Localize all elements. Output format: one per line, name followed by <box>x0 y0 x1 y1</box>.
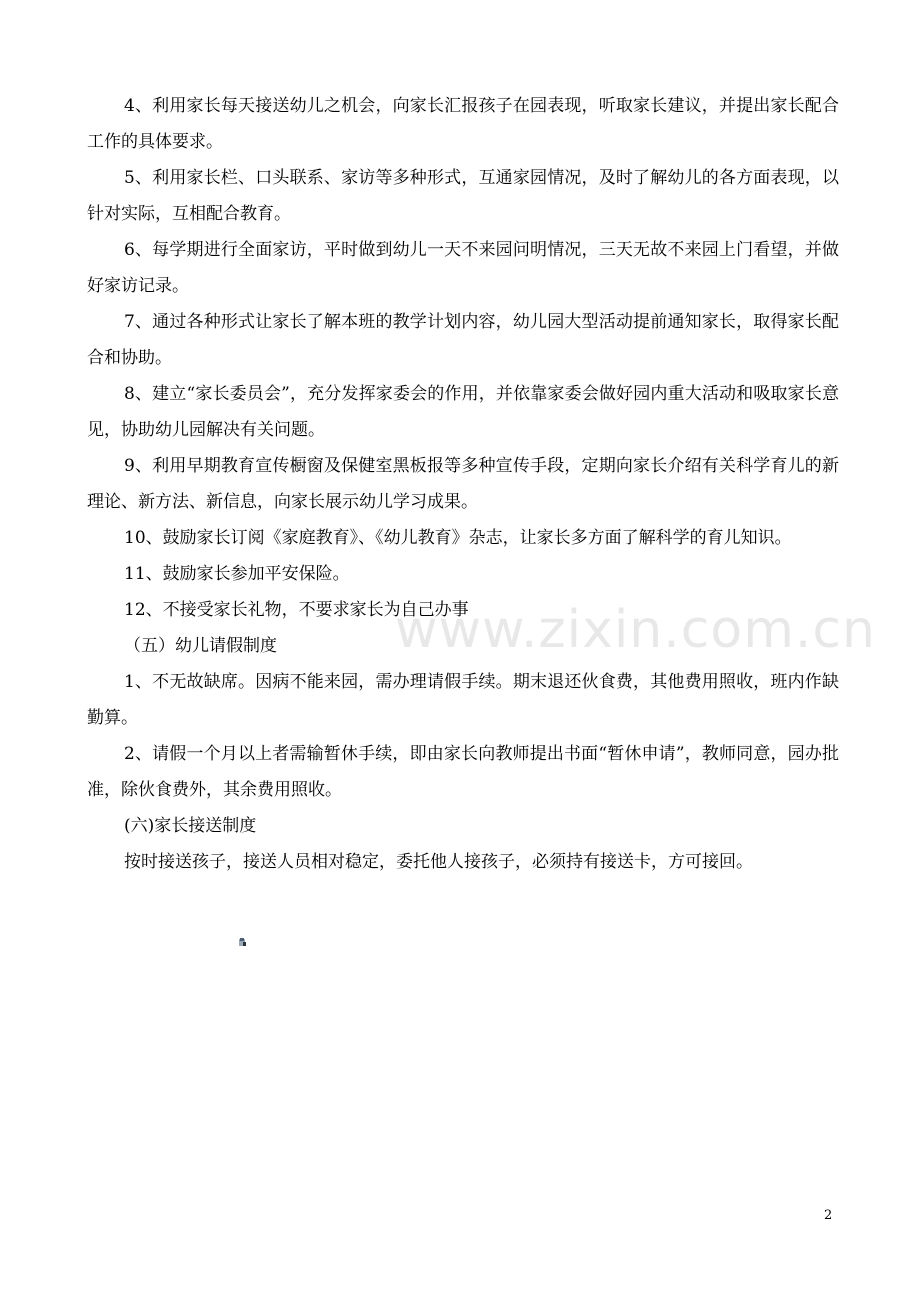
document-body <box>87 88 839 880</box>
leave-rule-1: 1、不无故缺席。因病不能来园，需办理请假手续。期末退还伙食费，其他费用照收，班内作缺勤算。 <box>87 672 839 728</box>
paragraph-item-12: 12、不接受家长礼物，不要求家长为自己办事 <box>124 600 469 620</box>
paragraph-item-6: 6、每学期进行全面家访，平时做到幼儿一天不来园问明情况，三天无故不来园上门看望，并做好家访记录。 <box>87 240 839 296</box>
page-number: 2 <box>824 1208 833 1223</box>
paragraph-item-11: 11、鼓励家长参加平安保险。 <box>124 564 350 584</box>
paragraph-item-10: 10、鼓励家长订阅《家庭教育》、《幼儿教育》杂志，让家长多方面了解科学的育儿知识。 <box>124 528 792 548</box>
paragraph-item-7: 7、通过各种形式让家长了解本班的教学计划内容，幼儿园大型活动提前通知家长，取得家长配合和协助。 <box>87 312 839 368</box>
pickup-rule: 按时接送孩子，接送人员相对稳定，委托他人接孩子，必须持有接送卡，方可接回。 <box>124 852 753 872</box>
section-heading-pickup: (六)家长接送制度 <box>124 816 257 836</box>
leave-rule-2: 2、请假一个月以上者需输暂休手续，即由家长向教师提出书面“暂休申请”，教师同意，园办批准，除伙食费外，其余费用照收。 <box>87 744 839 800</box>
paragraph-item-9: 9、利用早期教育宣传橱窗及保健室黑板报等多种宣传手段，定期向家长介绍有关科学育儿的新理论、新方法、新信息，向家长展示幼儿学习成果。 <box>87 456 839 512</box>
paragraph-item-8: 8、建立“家长委员会”，充分发挥家委会的作用，并依靠家委会做好园内重大活动和吸取家长意见，协助幼儿园解决有关问题。 <box>87 384 839 440</box>
small-image-icon <box>238 937 247 947</box>
paragraph-item-5: 5、利用家长栏、口头联系、家访等多种形式，互通家园情况，及时了解幼儿的各方面表现，以针对实际，互相配合教育。 <box>87 168 839 224</box>
watermark: www.zixin.com.cn <box>395 600 876 660</box>
section-heading-leave: （五）幼儿请假制度 <box>124 636 277 656</box>
paragraph-item-4: 4、利用家长每天接送幼儿之机会，向家长汇报孩子在园表现，听取家长建议，并提出家长配合工作的具体要求。 <box>87 96 839 152</box>
